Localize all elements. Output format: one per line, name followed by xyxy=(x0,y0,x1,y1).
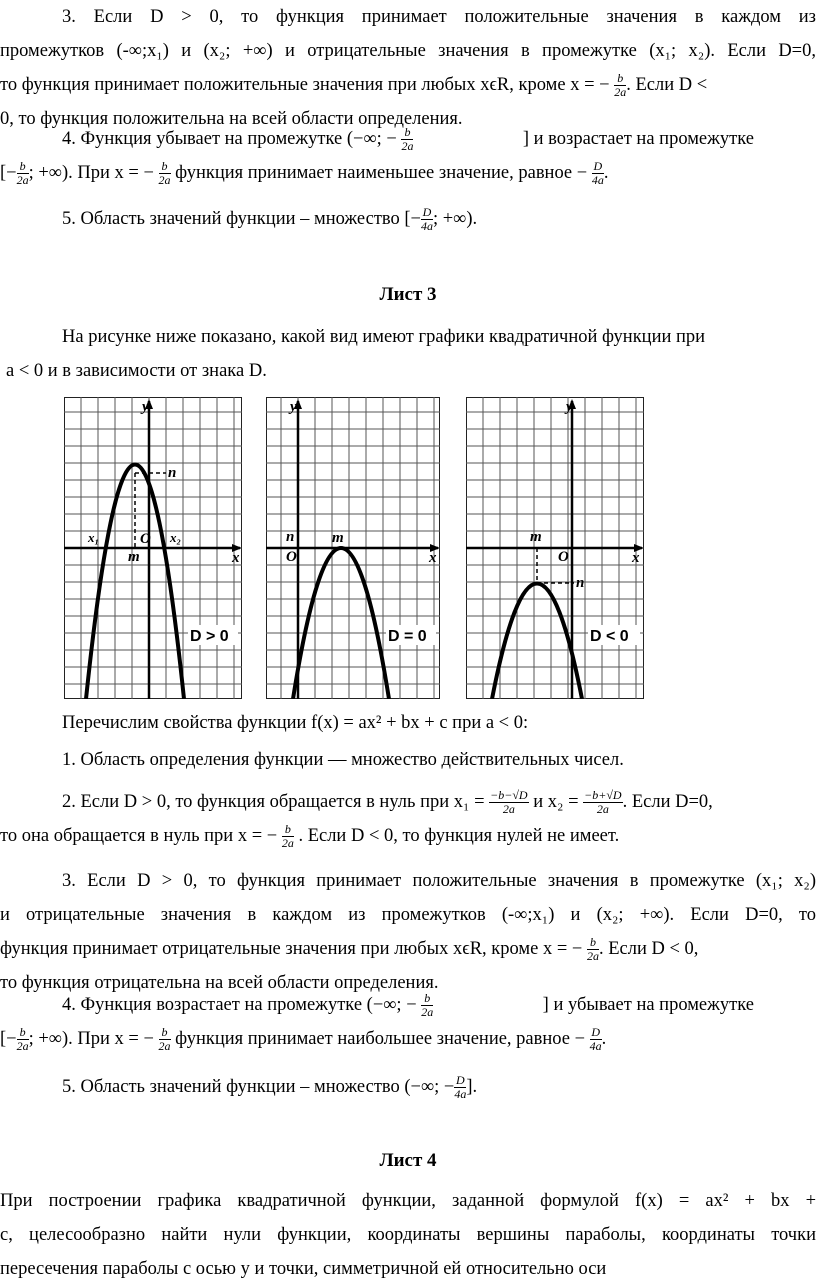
text-span: ; +∞). xyxy=(432,209,478,229)
numerator: −b−√D xyxy=(490,788,528,803)
text-line: При построении графика квадратичной функции, заданной формулой f(x) = ax² + bx + xyxy=(0,1191,816,1211)
denominator: 2a xyxy=(401,139,414,154)
graph-d-positive xyxy=(64,397,242,699)
denominator: 4a xyxy=(420,219,433,234)
text-span: [− xyxy=(0,1029,17,1049)
graph-d-zero-svg xyxy=(266,397,440,699)
denominator: 2a xyxy=(502,802,515,817)
item-5-top xyxy=(0,202,816,236)
graph-d-negative xyxy=(466,397,644,699)
text-line: a < 0 и в зависимости от знака D. xyxy=(6,361,267,381)
text-line xyxy=(0,1022,816,1056)
text-span: ]. xyxy=(466,1077,478,1097)
item-4-top xyxy=(0,122,816,190)
text-line: 0, то функция положительна на всей области определения. xyxy=(0,109,463,129)
text-span: . Если D < 0, xyxy=(598,939,699,959)
text-span: то она обращается в нуль при x = − xyxy=(0,826,278,846)
fraction xyxy=(421,206,433,233)
denominator: 4a xyxy=(454,1087,467,1102)
text-span: и x₂ = xyxy=(533,792,579,812)
fraction xyxy=(587,936,599,963)
text-line xyxy=(0,819,816,853)
item-3-top xyxy=(0,0,816,136)
text-line xyxy=(0,1070,816,1104)
numerator: D xyxy=(456,1073,465,1088)
denominator: 4a xyxy=(589,1039,602,1054)
sheet-3-intro xyxy=(0,320,816,388)
y-label: y xyxy=(566,399,573,415)
m-label: m xyxy=(332,530,344,546)
text-line xyxy=(0,785,816,819)
fraction xyxy=(592,160,604,187)
prop-2 xyxy=(0,785,816,853)
text-line xyxy=(0,68,816,102)
numerator: b xyxy=(401,126,413,140)
numerator: b xyxy=(159,1026,171,1040)
text-line: 1. Область определения функции — множество действительных чисел. xyxy=(62,750,624,770)
graph-d-positive-svg xyxy=(64,397,242,699)
fraction xyxy=(17,1026,29,1053)
case-label: D = 0 xyxy=(388,628,427,645)
numerator: D xyxy=(591,1025,600,1040)
text-span: 4. Функция возрастает на промежутке (−∞; − xyxy=(62,995,417,1015)
numerator: b xyxy=(17,1026,29,1040)
numerator: b xyxy=(282,823,294,837)
text-line xyxy=(0,932,816,966)
sheet-3-title: Лист 3 xyxy=(379,284,437,305)
sheet-4-text xyxy=(0,1184,816,1286)
vertex-label: n xyxy=(168,465,177,481)
fraction xyxy=(583,789,622,816)
text-span: ] и убывает на промежутке xyxy=(542,995,754,1015)
text-line: то функция отрицательна на всей области определения. xyxy=(0,973,439,993)
origin-label: O xyxy=(286,549,297,565)
numerator: b xyxy=(614,72,626,86)
fraction xyxy=(159,160,171,187)
fraction xyxy=(401,126,413,153)
fraction xyxy=(421,992,433,1019)
text-line: Перечислим свойства функции f(x) = ax² + bx + c при a < 0: xyxy=(62,713,529,733)
fraction xyxy=(159,1026,171,1053)
text-span: . Если D < xyxy=(626,75,708,95)
case-label: D > 0 xyxy=(190,628,229,645)
fraction xyxy=(282,823,294,850)
text-line xyxy=(0,156,816,190)
n-label: n xyxy=(576,575,585,591)
text-line xyxy=(0,122,754,156)
text-line: пересечения параболы с осью y и точки, симметричной ей относительно оси xyxy=(0,1259,607,1279)
text-span: функция принимает наибольшее значение, равное − xyxy=(175,1029,586,1049)
denominator: 2a xyxy=(596,802,609,817)
y-label: y xyxy=(290,399,297,415)
origin-label: O xyxy=(558,549,569,565)
fraction xyxy=(17,160,29,187)
fraction xyxy=(489,789,528,816)
x-label: x xyxy=(232,550,240,566)
numerator: D xyxy=(422,205,432,220)
text-span: то функция принимает положительные значения при любых xϵR, кроме x = − xyxy=(0,75,610,95)
text-span: функция принимает наименьшее значение, равное − xyxy=(175,163,588,183)
text-span: 5. Область значений функции – множество [− xyxy=(62,209,421,229)
graph-d-negative-svg xyxy=(466,397,644,699)
numerator: −b+√D xyxy=(584,788,622,803)
x-label: x xyxy=(429,550,437,566)
prop-4 xyxy=(0,988,816,1056)
text-line: 3. Если D > 0, то функция принимает положительные значения в промежутке (x₁; x₂) xyxy=(62,871,816,891)
denominator: 2a xyxy=(586,949,599,964)
m-label: m xyxy=(128,549,140,565)
denominator: 2a xyxy=(16,1039,29,1054)
denominator: 2a xyxy=(158,173,171,188)
text-line: и отрицательные значения в каждом из промежутков (-∞;x₁) и (x₂; +∞). Если D=0, то xyxy=(0,905,816,925)
text-span: функция принимает отрицательные значения при любых xϵR, кроме x = − xyxy=(0,939,583,959)
text-line xyxy=(0,202,816,236)
graph-d-zero xyxy=(266,397,440,699)
x1-label: x₁ xyxy=(88,530,100,545)
text-span: . Если D < 0, то функция нулей не имеет. xyxy=(298,826,620,846)
text-span: 4. Функция убывает на промежутке (−∞; − xyxy=(62,129,397,149)
text-span: ; +∞). При x = − xyxy=(28,163,154,183)
text-line: 3. Если D > 0, то функция принимает положительные значения в каждом из xyxy=(62,7,816,27)
text-line: промежутков (-∞;x₁) и (x₂; +∞) и отрицательные значения в промежутке (x₁; x₂). Если D=0, xyxy=(0,41,816,61)
sheet-4-title: Лист 4 xyxy=(379,1150,437,1171)
denominator: 2a xyxy=(281,836,294,851)
fraction xyxy=(614,72,626,99)
m-label: m xyxy=(530,529,542,545)
prop-1 xyxy=(0,743,816,777)
text-span: 2. Если D > 0, то функция обращается в нуль при x₁ = xyxy=(62,792,485,812)
prop-3 xyxy=(0,864,816,1000)
denominator: 4a xyxy=(591,173,604,188)
text-span: . xyxy=(601,1029,607,1049)
numerator: b xyxy=(159,160,171,174)
text-line: c, целесообразно найти нули функции, координаты вершины параболы, координаты точки xyxy=(0,1225,816,1245)
y-label: y xyxy=(142,399,149,415)
prop-5 xyxy=(0,1070,816,1104)
denominator: 2a xyxy=(614,85,627,100)
denominator: 2a xyxy=(16,173,29,188)
numerator: b xyxy=(17,160,29,174)
text-span: 5. Область значений функции – множество (−∞; − xyxy=(62,1077,455,1097)
text-span: ; +∞). При x = − xyxy=(28,1029,154,1049)
origin-label: O xyxy=(140,531,151,547)
props-intro xyxy=(0,706,816,740)
numerator: D xyxy=(593,159,603,174)
numerator: b xyxy=(587,936,599,950)
fraction xyxy=(454,1074,466,1101)
denominator: 2a xyxy=(421,1005,434,1020)
x-label: x xyxy=(632,550,640,566)
text-line xyxy=(0,988,754,1022)
fraction xyxy=(590,1026,602,1053)
case-label: D < 0 xyxy=(590,628,629,645)
numerator: b xyxy=(421,992,433,1006)
denominator: 2a xyxy=(158,1039,171,1054)
text-span: [− xyxy=(0,163,17,183)
text-line: На рисунке ниже показано, какой вид имеют графики квадратичной функции при xyxy=(62,327,706,347)
text-span: . xyxy=(603,163,609,183)
n-label: n xyxy=(286,529,295,545)
text-span: . Если D=0, xyxy=(622,792,713,812)
x2-label: x₂ xyxy=(170,530,182,545)
text-span: ] и возрастает на промежутке xyxy=(522,129,754,149)
